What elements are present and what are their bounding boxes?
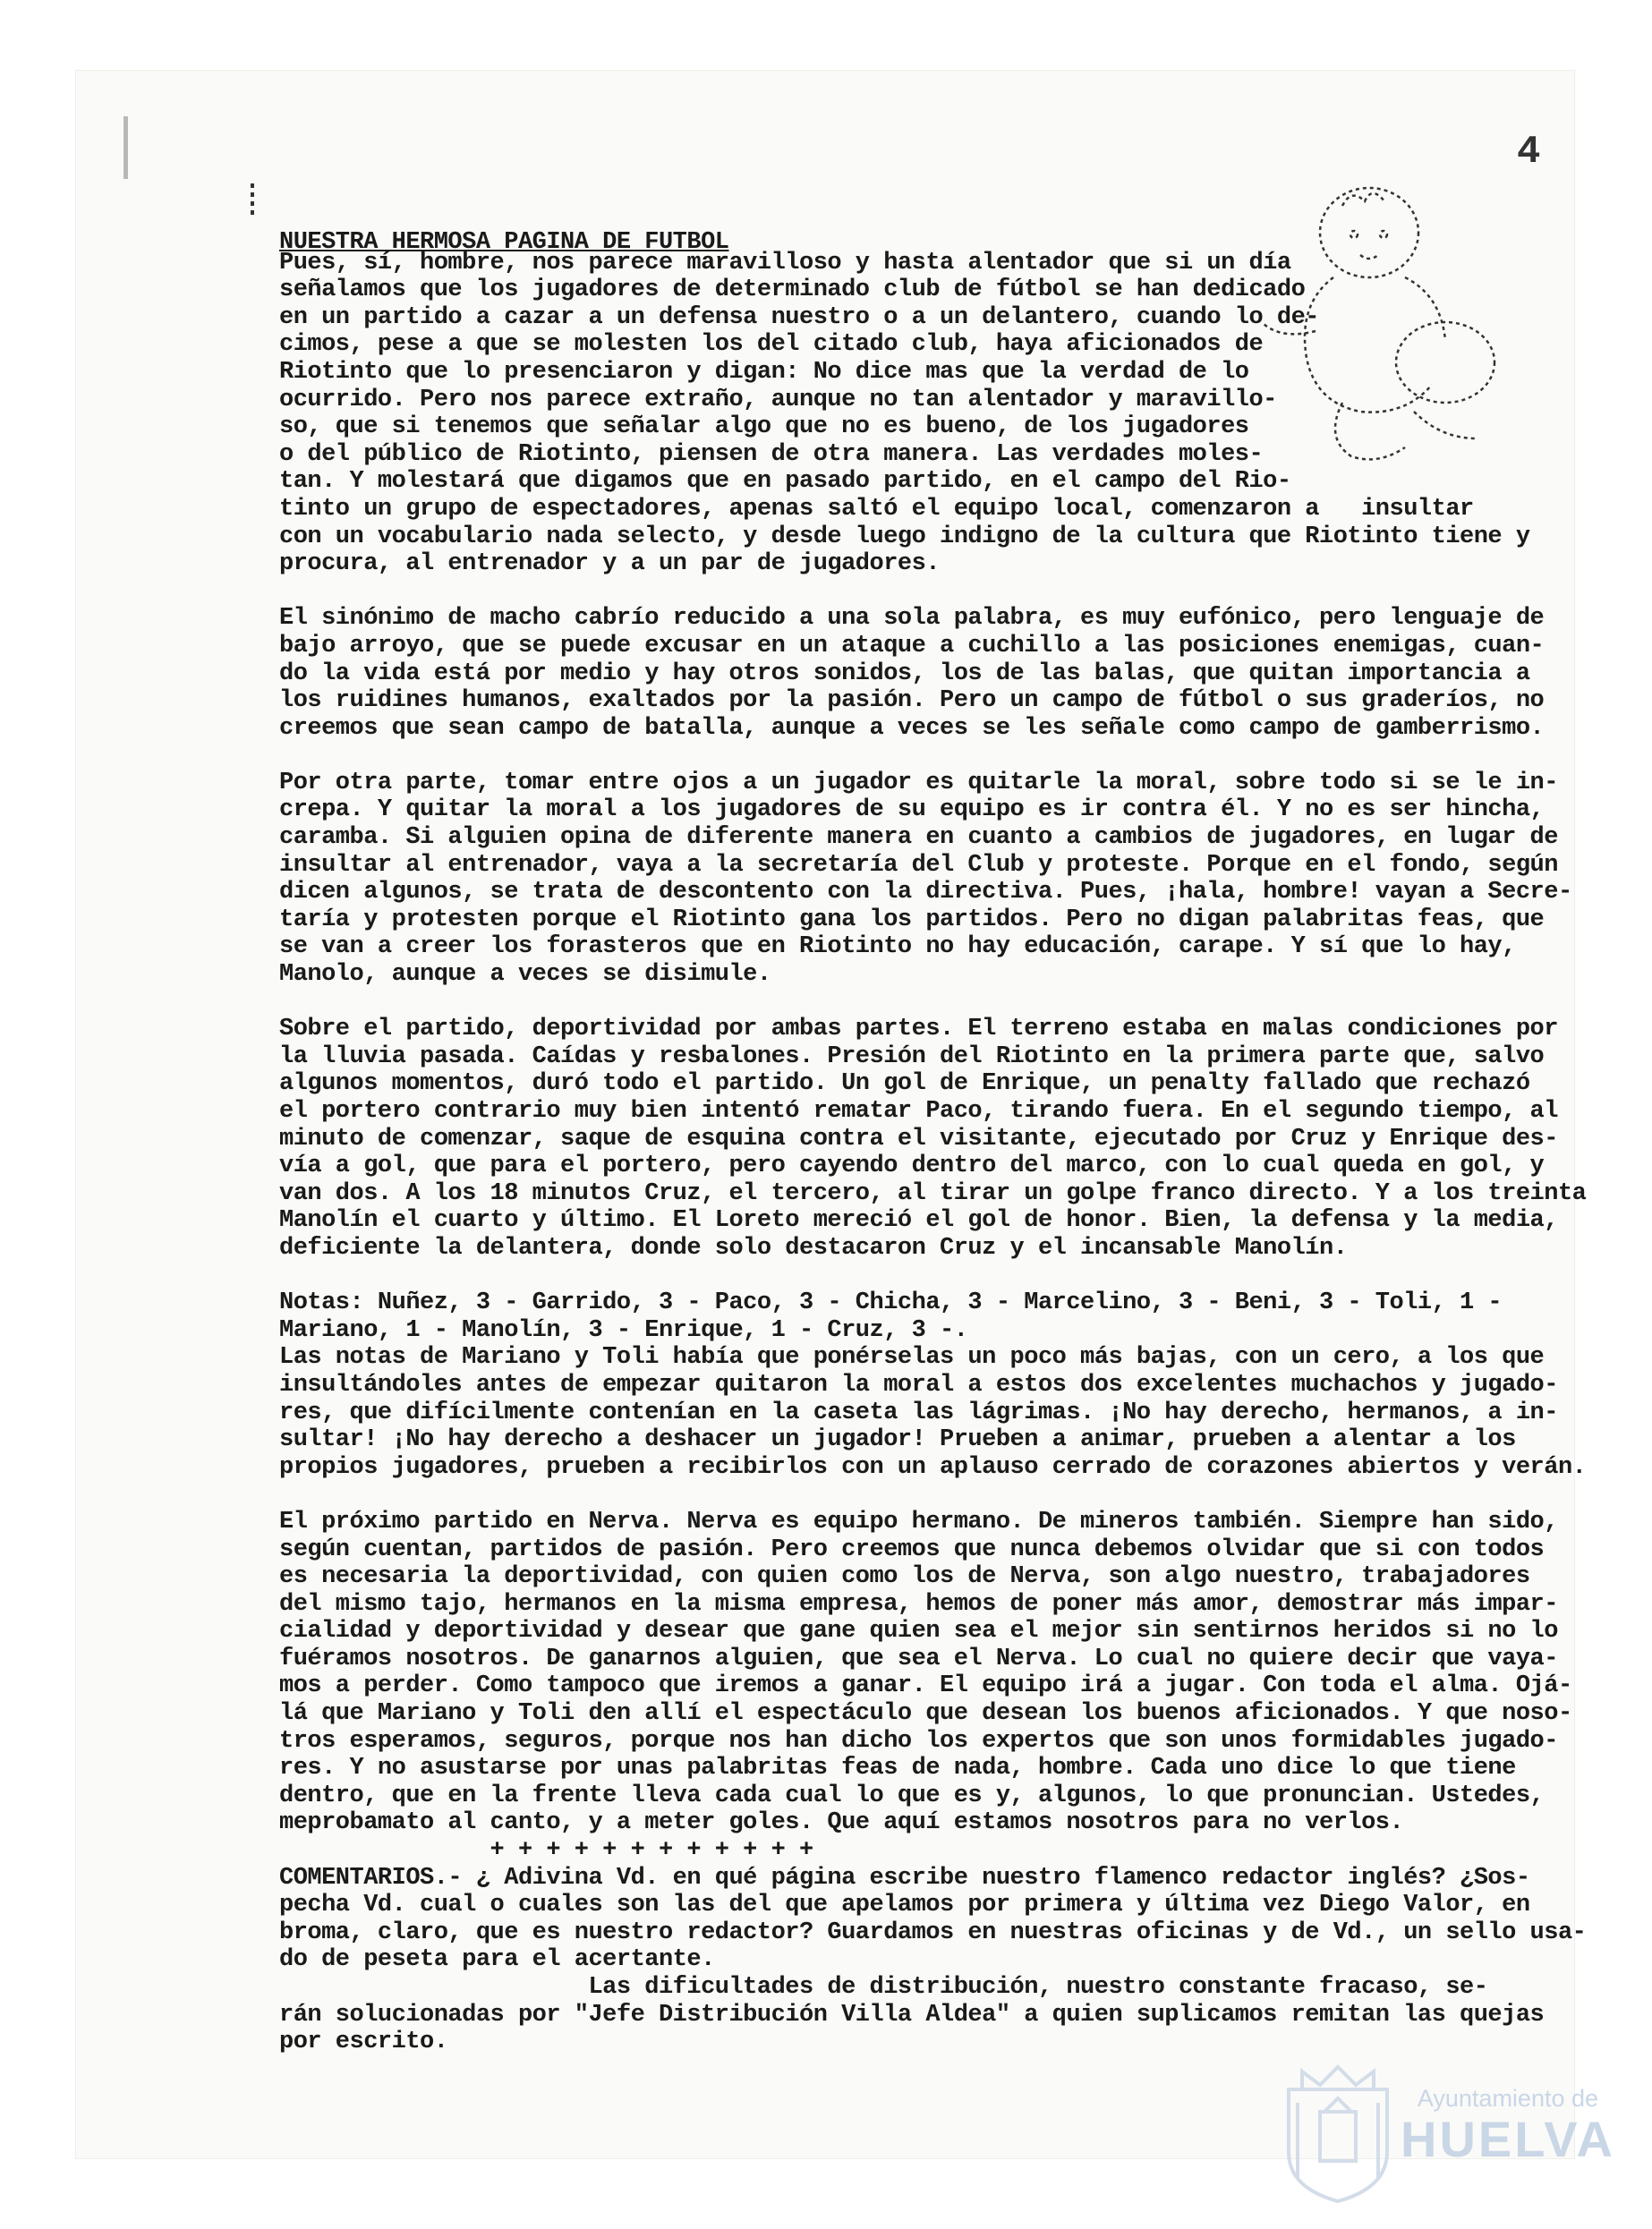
text-line: crepa. Y quitar la moral a los jugadores de su equipo es ir contra él. Y no es ser hincha, bbox=[279, 796, 1545, 824]
text-line: do de peseta para el acertante. bbox=[279, 1946, 715, 1974]
watermark bbox=[1401, 2085, 1615, 2166]
text-line: Por otra parte, tomar entre ojos a un jugador es quitarle la moral, sobre todo si se le in- bbox=[279, 769, 1558, 796]
text-line bbox=[279, 1481, 1550, 1509]
text-line: Manolo, aunque a veces se disimule. bbox=[279, 961, 771, 989]
article-text bbox=[279, 222, 1587, 2056]
text-line: Sobre el partido, deportividad por ambas partes. El terreno estaba en malas condiciones por bbox=[279, 1016, 1558, 1043]
city-seal-icon bbox=[1271, 2054, 1405, 2206]
text-line: dicen algunos, se trata de descontento con la directiva. Pues, ¡hala, hombre! vayan a Secre- bbox=[279, 879, 1572, 906]
text-line: deficiente la delantera, donde solo destacaron Cruz y el incansable Manolín. bbox=[279, 1234, 1348, 1262]
text-line: insultar al entrenador, vaya a la secretaría del Club y proteste. Porque en el fondo, según bbox=[279, 851, 1558, 879]
text-line: procura, al entrenador y a un par de jugadores. bbox=[279, 550, 941, 578]
text-line: tinto un grupo de espectadores, apenas saltó el equipo local, comenzaron a insultar bbox=[279, 495, 1474, 523]
text-line: algunos momentos, duró todo el partido. Un gol de Enrique, un penalty fallado que rechazó bbox=[279, 1070, 1530, 1098]
text-line: con un vocabulario nada selecto, y desde luego indigno de la cultura que Riotinto tiene y bbox=[279, 523, 1530, 550]
text-line: El sinónimo de macho cabrío reducido a una sola palabra, es muy eufónico, pero lenguaje de bbox=[279, 605, 1545, 633]
text-line: insultándoles antes de empezar quitaron la moral a estos dos excelentes muchachos y jugado- bbox=[279, 1371, 1558, 1399]
text-line: Las notas de Mariano y Toli había que ponérselas un poco más bajas, con un cero, a los que bbox=[279, 1344, 1545, 1372]
text-line: cimos, pese a que se molesten los del citado club, haya aficionados de bbox=[279, 331, 1264, 359]
text-line: propios jugadores, prueben a recibirlos con un aplauso cerrado de corazones abiertos y verán. bbox=[279, 1453, 1587, 1481]
text-line: Notas: Nuñez, 3 - Garrido, 3 - Paco, 3 - Chicha, 3 - Marcelino, 3 - Beni, 3 - Toli, 1 - bbox=[279, 1289, 1503, 1317]
text-line: según cuentan, partidos de pasión. Pero creemos que nunca debemos olvidar que si con todos bbox=[279, 1536, 1545, 1563]
margin-mark bbox=[251, 183, 254, 219]
text-line: rán solucionadas por "Jefe Distribución Villa Aldea" a quien suplicamos remitan las quejas bbox=[279, 2001, 1545, 2029]
headline: NUESTRA HERMOSA PAGINA DE FUTBOL bbox=[279, 229, 729, 256]
text-line: res. Y no asustarse por unas palabritas feas de nada, hombre. Cada uno dice lo que tiene bbox=[279, 1755, 1516, 1782]
text-line: señalamos que los jugadores de determinado club de fútbol se han dedicado bbox=[279, 276, 1306, 304]
text-line: broma, claro, que es nuestro redactor? Guardamos en nuestras oficinas y de Vd., un sello usa- bbox=[279, 1918, 1587, 1946]
text-line: Pues, sí, hombre, nos parece maravilloso y hasta alentador que si un día bbox=[279, 249, 1291, 276]
watermark-line1: Ayuntamiento de bbox=[1417, 2085, 1599, 2112]
text-line: pecha Vd. cual o cuales son las del que apelamos por primera y última vez Diego Valor, en bbox=[279, 1892, 1530, 1919]
text-line: fuéramos nosotros. De ganarnos alguien, que sea el Nerva. Lo cual no quiere decir que vaya- bbox=[279, 1645, 1558, 1672]
text-line: El próximo partido en Nerva. Nerva es equipo hermano. De mineros también. Siempre han sido, bbox=[279, 1508, 1558, 1536]
text-line: se van a creer los forasteros que en Riotinto no hay educación, carape. Y sí que lo hay, bbox=[279, 933, 1516, 961]
text-line: COMENTARIOS.- ¿ Adivina Vd. en qué página escribe nuestro flamenco redactor inglés? ¿Sos- bbox=[279, 1864, 1530, 1892]
text-line: tros esperamos, seguros, porque nos han dicho los expertos que son unos formidables jugado- bbox=[279, 1727, 1558, 1755]
text-line: dentro, que en la frente lleva cada cual lo que es y, algunos, lo que pronuncian. Ustedes, bbox=[279, 1782, 1545, 1809]
text-line: cialidad y deportividad y desear que gane quien sea el mejor sin sentirnos heridos si no lo bbox=[279, 1618, 1558, 1646]
text-line: taría y protesten porque el Riotinto gana los partidos. Pero no digan palabritas feas, que bbox=[279, 906, 1545, 933]
text-line: caramba. Si alguien opina de diferente manera en cuanto a cambios de jugadores, en lugar de bbox=[279, 824, 1558, 852]
text-line: Las dificultades de distribución, nuestro constante fracaso, se- bbox=[279, 1974, 1488, 2001]
baby-drawing-icon bbox=[1235, 170, 1503, 474]
text-line: tan. Y molestará que digamos que en pasado partido, en el campo del Rio- bbox=[279, 468, 1291, 496]
text-line: + + + + + + + + + + + + bbox=[279, 1837, 813, 1865]
text-line: creemos que sean campo de batalla, aunque a veces se les señale como campo de gamberrismo. bbox=[279, 714, 1545, 742]
text-line: sultar! ¡No hay derecho a deshacer un jugador! Prueben a animar, prueben a alentar a los bbox=[279, 1426, 1516, 1454]
text-line bbox=[279, 1263, 1550, 1290]
text-line: so, que si tenemos que señalar algo que no es bueno, de los jugadores bbox=[279, 413, 1249, 441]
text-line: Manolín el cuarto y último. El Loreto mereció el gol de honor. Bien, la defensa y la media, bbox=[279, 1207, 1558, 1235]
text-line: por escrito. bbox=[279, 2029, 448, 2056]
text-line: meprobamato al canto, y a meter goles. Que aquí estamos nosotros para no verlos. bbox=[279, 1809, 1404, 1837]
text-line: lá que Mariano y Toli den allí el espectáculo que desean los buenos aficionados. Y que noso- bbox=[279, 1700, 1572, 1728]
text-line: mos a perder. Como tampoco que iremos a ganar. El equipo irá a jugar. Con toda el alma. Ojá- bbox=[279, 1672, 1572, 1700]
text-line: del mismo tajo, hermanos en la misma empresa, hemos de poner más amor, demostrar más impar- bbox=[279, 1590, 1558, 1618]
text-line: van dos. A los 18 minutos Cruz, el tercero, al tirar un golpe franco directo. Y a los treinta bbox=[279, 1179, 1587, 1207]
text-line: el portero contrario muy bien intentó rematar Paco, tirando fuera. En el segundo tiempo, al bbox=[279, 1098, 1558, 1125]
text-line: do la vida está por medio y hay otros sonidos, los de las balas, que quitan importancia a bbox=[279, 659, 1530, 687]
text-line: es necesaria la deportividad, con quien como los de Nerva, son algo nuestro, trabajadores bbox=[279, 1563, 1530, 1591]
page-number: 4 bbox=[1517, 130, 1541, 174]
text-line: los ruidines humanos, exaltados por la pasión. Pero un campo de fútbol o sus graderíos, no bbox=[279, 687, 1545, 715]
text-line bbox=[279, 742, 1550, 770]
text-line bbox=[279, 578, 1550, 606]
text-line: o del público de Riotinto, piensen de otra manera. Las verdades moles- bbox=[279, 440, 1264, 468]
text-line: bajo arroyo, que se puede excusar en un ataque a cuchillo a las posiciones enemigas, cuan- bbox=[279, 632, 1545, 659]
text-line: vía a gol, que para el portero, pero cayendo dentro del marco, con lo cual queda en gol, y bbox=[279, 1153, 1545, 1180]
text-line bbox=[279, 989, 1550, 1017]
text-line: la lluvia pasada. Caídas y resbalones. Presión del Riotinto en la primera parte que, salvo bbox=[279, 1042, 1545, 1070]
text-line: res, que difícilmente contenían en la caseta las lágrimas. ¡No hay derecho, hermanos, a in- bbox=[279, 1399, 1558, 1426]
watermark-line2: HUELVA bbox=[1401, 2111, 1615, 2167]
margin-mark bbox=[123, 116, 128, 179]
text-line: Riotinto que lo presenciaron y digan: No dice mas que la verdad de lo bbox=[279, 358, 1249, 386]
text-line: Mariano, 1 - Manolín, 3 - Enrique, 1 - Cruz, 3 -. bbox=[279, 1316, 968, 1344]
text-line: minuto de comenzar, saque de esquina contra el visitante, ejecutado por Cruz y Enrique des- bbox=[279, 1125, 1558, 1153]
text-line: en un partido a cazar a un defensa nuestro o a un delantero, cuando lo de- bbox=[279, 303, 1319, 331]
text-line: ocurrido. Pero nos parece extraño, aunque no tan alentador y maravillo- bbox=[279, 386, 1277, 413]
